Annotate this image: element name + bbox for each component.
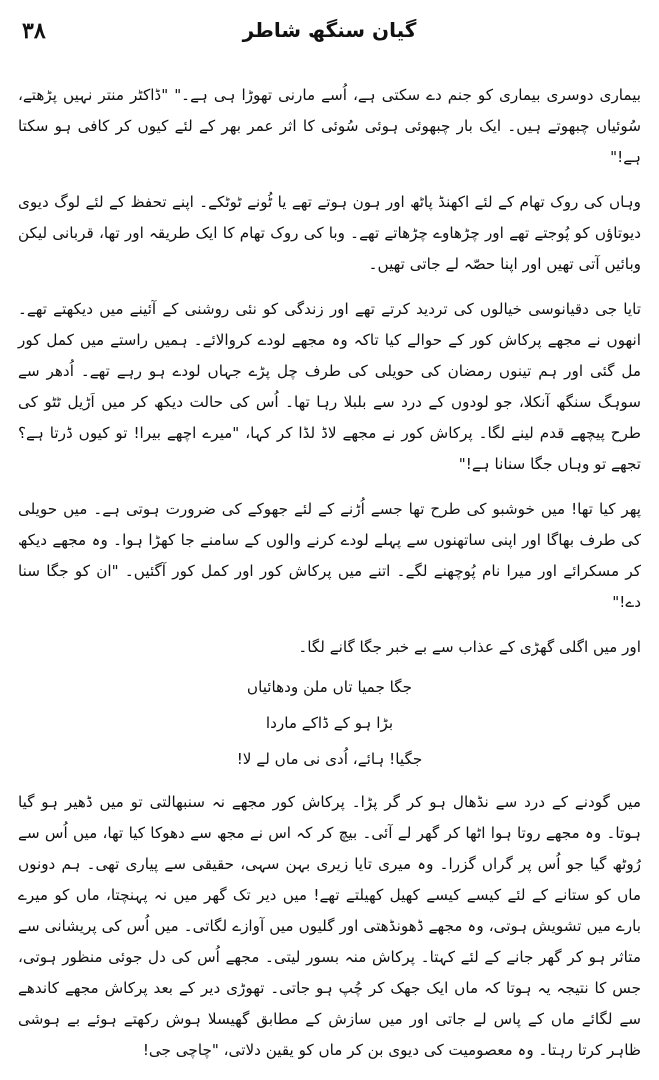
- closing-paragraph: میں گودنے کے درد سے نڈھال ہو کر گر پڑا۔ پرکاش کور مجھے نہ سنبھالتی تو میں ڈھیر ہو گیا ہوتا۔ وہ مجھے روتا ہوا اٹھا کر گھر لے آئی۔ بیچ کر کہ اس نے مجھ سے دھوکا کیا تھا، میں اُس سے رُوٹھ گیا جو اُس پر گراں گزرا۔ وہ میری تایا زیری بہن سہی، حقیقی سے پیاری تھی۔ ہم دونوں ماں کو ستانے کے لئے کیسے کیسے کھیل کھیلتے تھے! میں دیر تک گھر میں نہ پہنچتا، ماں کو میرے بارے میں تشویش ہوتی، وہ مجھے ڈھونڈھتی اور گلیوں میں آوازے لگاتی۔ میں اُس کی پریشانی سے متاثر ہو کر گھر جانے کے لئے کہتا۔ پرکاش منہ بسور لیتی۔ مجھے اُس کی دل جوئی منظور ہوتی، جس کا نتیجہ یہ ہوتا کہ ماں ایک جھک کر چُپ ہو جاتی۔ تھوڑی دیر کے بعد پرکاش مجھے کاندھے سے لگائے ماں کے پاس لے جاتی اور میں سازش کے مطابق گھیسلا ہوش رکھتے ہوئے بے ہوشی ظاہر کرتا رہتا۔ وہ معصومیت کی دیوی بن کر ماں کو یقین دلاتی، "چاچی جی!: [18, 793, 641, 1059]
- song-verse: [18, 669, 641, 777]
- paragraph-1: بیماری دوسری بیماری کو جنم دے سکتی ہے، اُسے مارنی تھوڑا ہی ہے۔" "ڈاکٹر منتر نہیں پڑھتے، سُوئیاں چبھوتے ہیں۔ ایک بار چبھوئی ہوئی سُوئی کا اثر عمر بھر کے لئے کیوں کر کافی ہو سکتا ہے!": [18, 86, 641, 166]
- running-title: گیان سنگھ شاطر: [242, 18, 417, 42]
- page-body: [18, 80, 641, 1070]
- paragraph-4: پھر کیا تھا! میں خوشبو کی طرح تھا جسے اُڑنے کے لئے جھوکے کی ضرورت ہوتی ہے۔ میں حویلی کی طرف بھاگا اور اپنی ساتھنوں سے پہلے لودے کرنے والوں کے سامنے جا کھڑا ہوا۔ وہ مجھے دیکھ کر مسکرائے اور میرا نام پُوچھنے لگے۔ اتنے میں پرکاش کور اور کمل کور آگئیں۔ "ان کو جگا سنا دے!": [18, 500, 641, 611]
- paragraph-3: تایا جی دقیانوسی خیالوں کی تردید کرتے تھے اور زندگی کو نئی روشنی کے آئینے میں دیکھتے تھے۔ انھوں نے مجھے پرکاش کور کے حوالے کیا تاکہ وہ مجھے لودے کروالائے۔ ہمیں راستے میں کمل کور مل گئی اور ہم تینوں رمضان کی حویلی کی طرف چل پڑے جہاں لودے ہو رہے تھے۔ اُدھر سے سوہگ سنگھ آنکلا، جو لودوں کے درد سے بلبلا رہا تھا۔ اُس کی حالت دیکھ کر میں اَڑیل ٹٹو کی طرح پیچھے قدم لینے لگا۔ پرکاش کور نے مجھے لاڈ لڈا کر کہا، "میرے اچھے بیرا! تو کیوں ڈرتا ہے؟ تجھے تو وہاں جگا سنانا ہے!": [18, 300, 641, 473]
- verse-line-3: جگیا! ہائے، اُدی نی ماں لے لا!: [236, 750, 423, 768]
- page-number: ۳۸: [22, 18, 46, 44]
- verse-line-2: بڑا ہو کے ڈاکے ماردا: [265, 714, 394, 732]
- page-header: [0, 18, 659, 58]
- paragraph-2: وہاں کی روک تھام کے لئے اکھنڈ پاٹھ اور ہون ہوتے تھے یا ٹُونے ٹوٹکے۔ اپنے تحفظ کے لئے لوگ دیوی دیوتاؤں کو پُوجتے تھے اور چڑھاوے چڑھاتے تھے۔ وبا کی روک تھام کا ایک طریقہ اور تھا، قربانی لیکن وبائیں آتی تھیں اور اپنا حصّہ لے جاتی تھیں۔: [18, 193, 641, 273]
- paragraph-5: اور میں اگلی گھڑی کے عذاب سے بے خبر جگا گانے لگا۔: [298, 638, 641, 656]
- verse-line-1: جگا جمیا تاں ملن ودھائیاں: [246, 678, 413, 696]
